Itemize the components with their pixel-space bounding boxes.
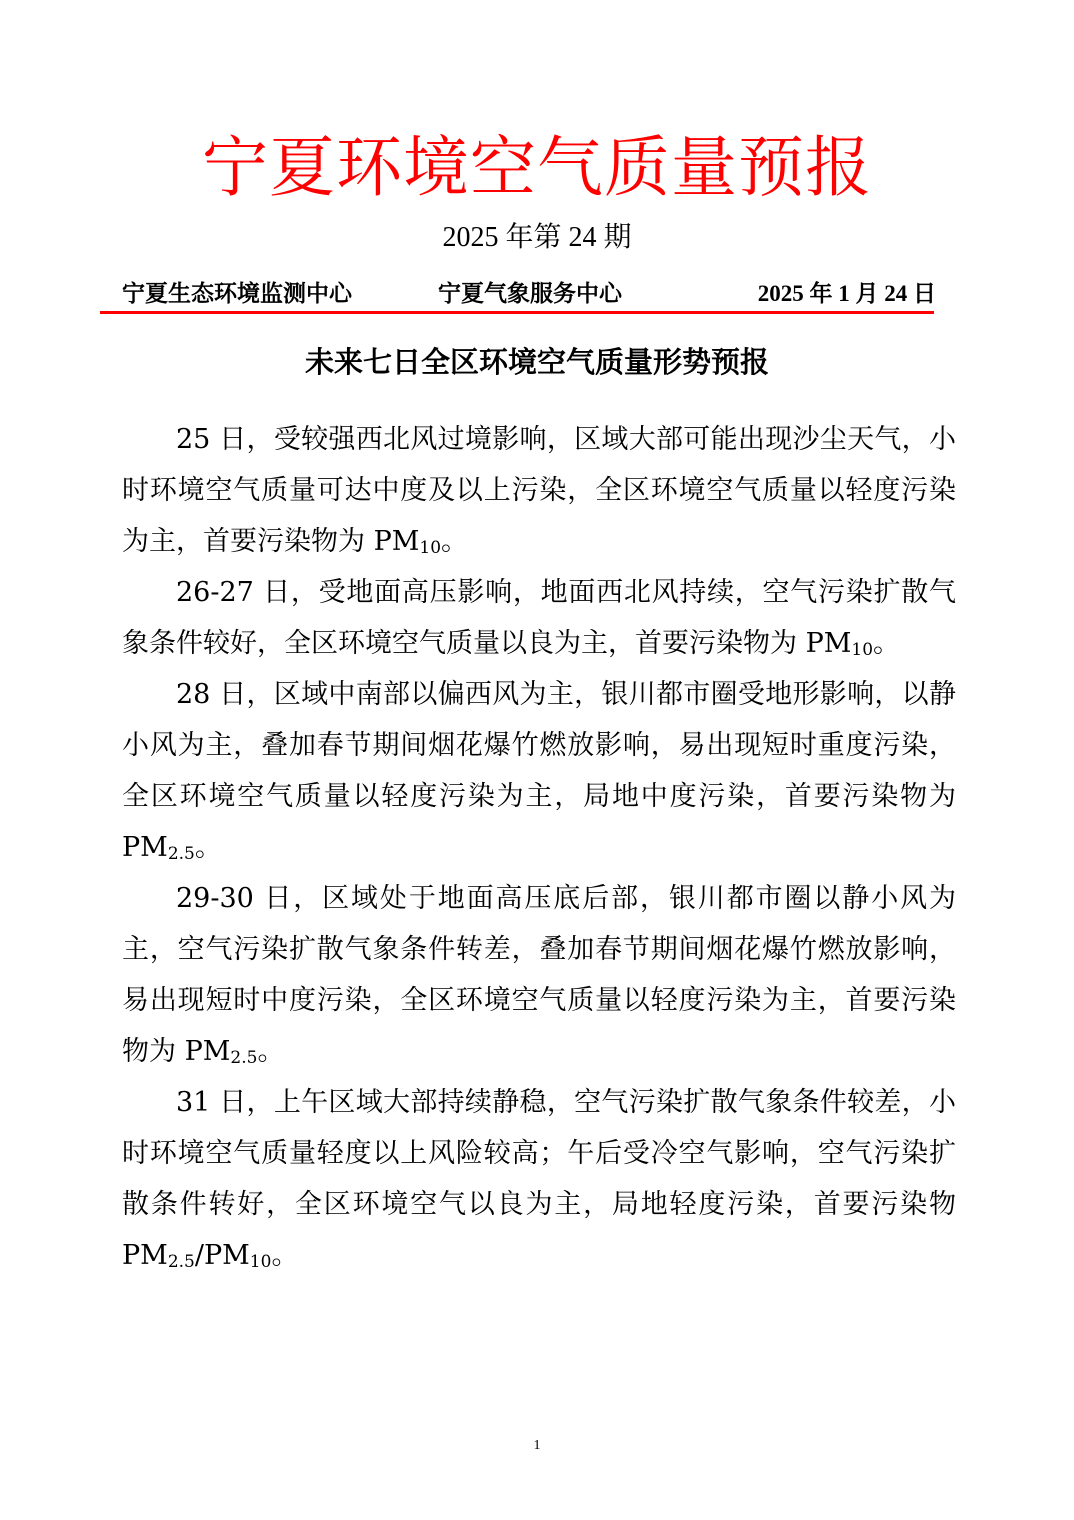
forecast-paragraph-26-27: 26-27 日，受地面高压影响，地面西北风持续，空气污染扩散气象条件较好，全区环境空气质量以良为主，首要污染物为 $PM_{10}$。 [122,577,956,660]
forecast-paragraph-25: 25 日，受较强西北风过境影响，区域大部可能出现沙尘天气，小时环境空气质量可达中度及以上污染，全区环境空气质量以轻度污染为主，首要污染物为 $PM_{10}$。 [122,424,956,558]
forecast-paragraph-28: 28 日，区域中南部以偏西风为主，银川都市圈受地形影响，以静小风为主，叠加春节期间烟花爆竹燃放影响，易出现短时重度污染，全区环境空气质量以轻度污染为主，局地中度污染，首要污染物为 $PM_{2.5}$。 [122,679,956,864]
issue-number: 2025 年第 24 期 [442,222,632,253]
agency-meteorological-center: 宁夏气象服务中心 [438,281,622,306]
agency-monitoring-center: 宁夏生态环境监测中心 [122,281,352,306]
document-title: 未来七日全区环境空气质量形势预报 [304,345,769,379]
forecast-paragraph-31: 31 日，上午区域大部持续静稳，空气污染扩散气象条件较差，小时环境空气质量轻度以上风险较高；午后受冷空气影响，空气污染扩散条件转好，全区环境空气以良为主，局地轻度污染，首要污染物 $PM_{2.5}/PM_{10}$。 [122,1087,956,1272]
issue-date: 2025 年 1 月 24 日 [757,281,936,306]
masthead-title: 宁夏环境空气质量预报 [202,129,872,206]
forecast-paragraph-29-30: 29-30 日，区域处于地面高压底后部，银川都市圈以静小风为主，空气污染扩散气象条件转差，叠加春节期间烟花爆竹燃放影响，易出现短时中度污染，全区环境空气质量以轻度污染为主，首要污染物为 $PM_{2.5}$。 [122,883,956,1068]
agency-row [122,274,936,314]
document-body [122,414,956,1281]
page-number: 1 [533,1438,541,1453]
masthead-divider [100,311,934,314]
